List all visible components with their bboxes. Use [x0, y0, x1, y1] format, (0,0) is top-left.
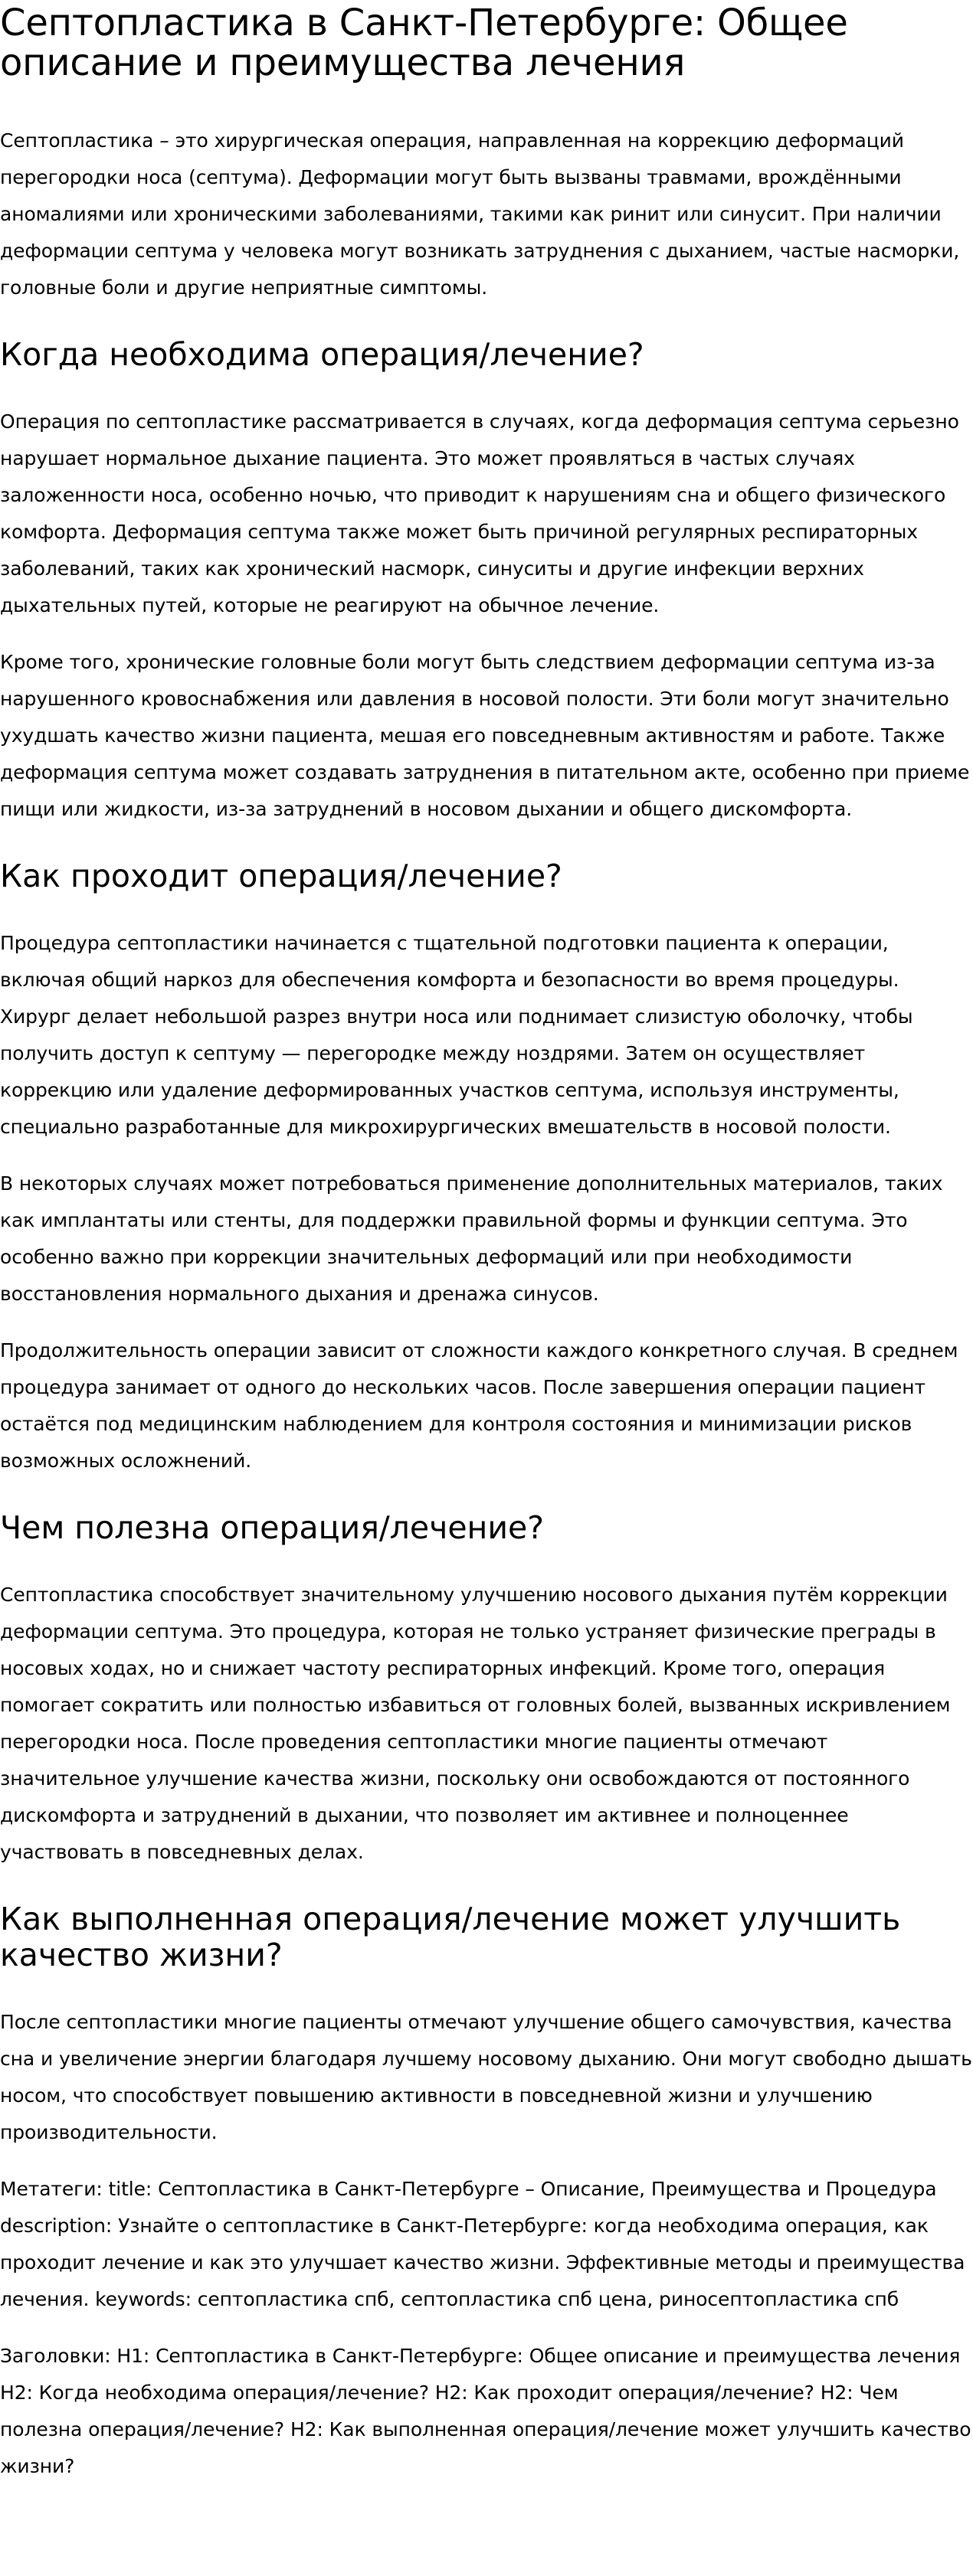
section-heading-quality-of-life: Как выполненная операция/лечение может улучшить качество жизни?: [0, 1901, 901, 1973]
section-heading-benefits: Чем полезна операция/лечение?: [0, 1509, 544, 1546]
when-needed-paragraph-2: Кроме того, хронические головные боли могут быть следствием деформации септума из-за нарушенного кровоснабжения или давления в носовой полости. Эти боли могут значительно ухудшать качество жизни пациента, мешая его повседневным активностям и работе. Также деформация септума может создавать затруднения в питательном акте, особенно при приеме пищи или жидкости, из-за затруднений в носовом дыхании и общего дискомфорта.: [0, 651, 970, 820]
headings-paragraph: Заголовки: H1: Септопластика в Санкт-Петербурге: Общее описание и преимущества лечения H2: Когда необходима операция/лечение? H2: Как проходит операция/лечение? H2: Чем полезна операция/лечение? H2: Как выполненная операция/лечение может улучшить качество жизни?: [0, 2345, 971, 2477]
quality-of-life-paragraph-1: После септопластики многие пациенты отмечают улучшение общего самочувствия, качества сна и увеличение энергии благодаря лучшему носовому дыханию. Они могут свободно дышать носом, что способствует повышению активности в повседневной жизни и улучшению производительности.: [0, 2011, 972, 2143]
section-heading-how-it-goes: Как проходит операция/лечение?: [0, 858, 562, 894]
section-heading-when-needed: Когда необходима операция/лечение?: [0, 336, 644, 373]
how-it-goes-paragraph-2: В некоторых случаях может потребоваться применение дополнительных материалов, таких как имплантаты или стенты, для поддержки правильной формы и функции септума. Это особенно важно при коррекции значительных деформаций или при необходимости восстановления нормального дыхания и дренажа синусов.: [0, 1172, 943, 1305]
when-needed-paragraph-1: Операция по септопластике рассматривается в случаях, когда деформация септума серьезно нарушает нормальное дыхание пациента. Это может проявляться в частых случаях заложенности носа, особенно ночью, что приводит к нарушениям сна и общего физического комфорта. Деформация септума также может быть причиной регулярных респираторных заболеваний, таких как хронический насморк, синуситы и другие инфекции верхних дыхательных путей, которые не реагируют на обычное лечение.: [0, 410, 959, 616]
how-it-goes-paragraph-3: Продолжительность операции зависит от сложности каждого конкретного случая. В среднем процедура занимает от одного до нескольких часов. После завершения операции пациент остаётся под медицинским наблюдением для контроля состояния и минимизации рисков возможных осложнений.: [0, 1339, 958, 1472]
meta-tags-paragraph: Метатеги: title: Септопластика в Санкт-Петербурге – Описание, Преимущества и Процедура description: Узнайте о септопластике в Санкт-Петербурге: когда необходима операция, как проходит лечение и как это улучшает качество жизни. Эффективные методы и преимущества лечения. keywords: септопластика спб, септопластика спб цена, риносептопластика спб: [0, 2178, 965, 2310]
page-title: Септопластика в Санкт-Петербурге: Общее описание и преимущества лечения: [0, 2, 848, 84]
benefits-paragraph-1: Септопластика способствует значительному улучшению носового дыхания путём коррекции деформации септума. Это процедура, которая не только устраняет физические преграды в носовых ходах, но и снижает частоту респираторных инфекций. Кроме того, операция помогает сократить или полностью избавиться от головных болей, вызванных искривлением перегородки носа. После проведения септопластики многие пациенты отмечают значительное улучшение качества жизни, поскольку они освобождаются от постоянного дискомфорта и затруднений в дыхании, что позволяет им активнее и полноценнее участвовать в повседневных делах.: [0, 1584, 951, 1863]
intro-paragraph: Септопластика – это хирургическая операция, направленная на коррекцию деформаций перегородки носа (септума). Деформации могут быть вызваны травмами, врождёнными аномалиями или хроническими заболеваниями, такими как ринит или синусит. При наличии деформации септума у человека могут возникать затруднения с дыханием, частые насморки, головные боли и другие неприятные симптомы.: [0, 129, 960, 299]
how-it-goes-paragraph-1: Процедура септопластики начинается с тщательной подготовки пациента к операции, включая общий наркоз для обеспечения комфорта и безопасности во время процедуры. Хирург делает небольшой разрез внутри носа или поднимает слизистую оболочку, чтобы получить доступ к септуму — перегородке между ноздрями. Затем он осуществляет коррекцию или удаление деформированных участков септума, используя инструменты, специально разработанные для микрохирургических вмешательств в носовой полости.: [0, 932, 913, 1138]
